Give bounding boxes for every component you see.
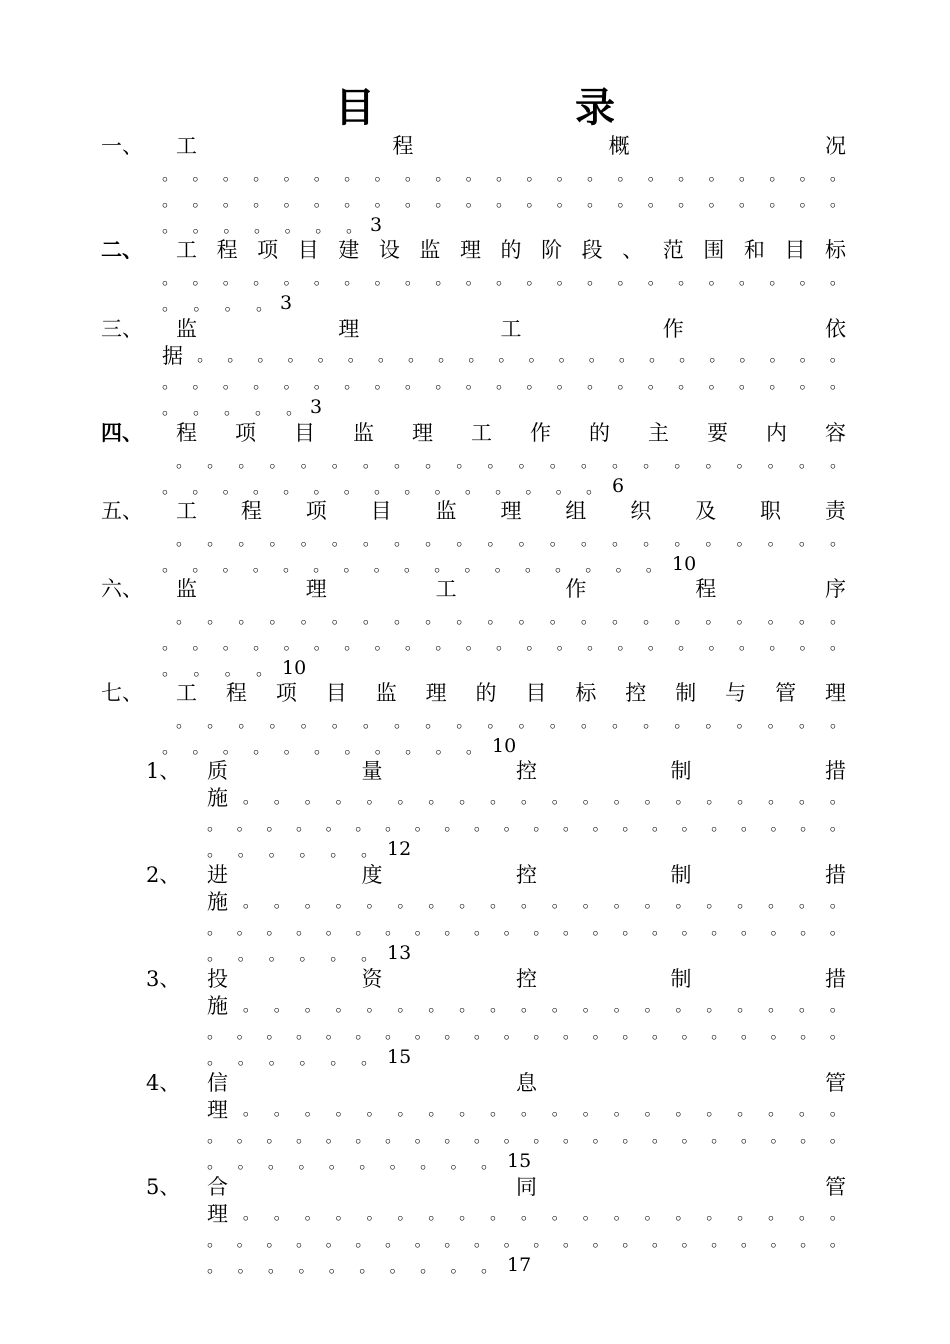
toc-leader-dots: 。 。 。 。 。 。 。 。 。 。 。 。 。 。 。 。 。 。 。 。 。 。 (176, 452, 846, 471)
toc-leader-dots: 。 。 。 。 (162, 295, 272, 314)
toc-leader-dots: 。 。 。 。 。 。 。 。 。 。 。 。 。 。 。 。 。 。 。 。 。 。 (207, 1023, 846, 1042)
toc-leader-dots: 。 。 。 。 。 (162, 399, 302, 418)
toc-page-number: 6 (612, 475, 625, 497)
toc-number: 三、 (101, 317, 143, 341)
toc-leader-dots: 。 。 。 。 (162, 660, 272, 679)
toc-leader-dots: 。 。 。 。 。 。 (207, 1049, 377, 1068)
toc-leader-dots: 。 。 。 。 。 。 。 。 。 。 。 。 。 。 。 。 。 。 。 。 。 。 (176, 530, 846, 549)
toc-page-number: 13 (387, 942, 412, 964)
toc-page-number: 10 (672, 553, 697, 575)
toc-number: 五、 (101, 499, 143, 523)
toc-leader-dots: 。 。 。 。 。 。 。 。 。 。 。 。 。 。 。 。 。 。 。 。 。 。 。 (162, 165, 846, 184)
toc-title-wrap: 据 。 。 。 。 。 。 。 。 。 。 。 。 。 。 。 。 。 。 。 。 。 。 (162, 344, 846, 368)
toc-title-wrap: 施 。 。 。 。 。 。 。 。 。 。 。 。 。 。 。 。 。 。 。 。 (207, 994, 846, 1018)
toc-page-number: 12 (387, 838, 412, 860)
toc-leader-dots: 。 。 。 。 。 。 。 。 。 。 。 。 。 。 。 。 。 。 。 。 。 。 (176, 608, 846, 627)
toc-title-chars: 程 项 目 监 理 工 作 的 主 要 内 容 (176, 421, 846, 445)
toc-title-chars: 质 量 控 制 措 (207, 759, 846, 783)
toc-page-number: 10 (282, 657, 307, 679)
toc-title-wrap: 施 。 。 。 。 。 。 。 。 。 。 。 。 。 。 。 。 。 。 。 。 (207, 786, 846, 810)
toc-leader-dots: 。 。 。 。 。 。 。 。 。 。 。 。 。 。 。 。 。 。 。 。 。 。 。 (162, 269, 846, 288)
toc-page-number: 3 (280, 292, 293, 314)
toc-title-chars: 投 资 控 制 措 (207, 967, 846, 991)
toc-title-chars: 监 理 工 作 依 (176, 317, 846, 341)
toc-page-number: 15 (507, 1150, 532, 1172)
toc-leader-dots: 。 。 。 。 。 。 。 。 。 。 (207, 1153, 497, 1172)
toc-title-chars: 进 度 控 制 措 (207, 863, 846, 887)
toc-leader-dots: 。 。 。 。 。 。 (207, 841, 377, 860)
toc-page-number: 3 (310, 396, 323, 418)
toc-title-chars: 合 同 管 (207, 1175, 846, 1199)
toc-number: 六、 (101, 577, 143, 601)
toc-leader-dots: 。 。 。 。 。 。 。 。 。 。 。 。 。 。 。 。 。 。 。 。 。 。 (176, 712, 846, 731)
toc-leader-dots: 。 。 。 。 。 。 。 。 。 。 。 。 。 。 。 。 。 。 。 。 。 。 (207, 1127, 846, 1146)
toc-title-chars: 工 程 项 目 建 设 监 理 的 阶 段 、 范 围 和 目 标 (176, 238, 846, 262)
toc-number: 2、 (146, 863, 181, 887)
toc-leader-dots: 。 。 。 。 。 。 。 。 。 。 。 。 。 。 。 。 。 。 。 。 。 。 。 (162, 191, 846, 210)
toc-page-number: 3 (370, 214, 383, 236)
toc-number: 二、 (101, 237, 143, 262)
toc-title-wrap: 理 。 。 。 。 。 。 。 。 。 。 。 。 。 。 。 。 。 。 。 。 (207, 1098, 846, 1122)
toc-number: 4、 (146, 1071, 181, 1095)
toc-leader-dots: 。 。 。 。 。 。 。 。 。 。 。 。 。 。 。 。 。 。 。 。 。 。 。 (162, 373, 846, 392)
toc-title-chars: 工 程 概 况 (176, 134, 846, 158)
toc-number: 1、 (146, 759, 181, 783)
toc-title-chars: 工 程 项 目 监 理 的 目 标 控 制 与 管 理 (176, 681, 846, 705)
toc-page-number: 15 (387, 1046, 412, 1068)
toc-leader-dots: 。 。 。 。 。 。 。 (162, 217, 362, 236)
toc-number: 七、 (101, 681, 143, 705)
toc-leader-dots: 。 。 。 。 。 。 。 。 。 。 。 。 。 。 。 。 。 。 。 。 。 。 (207, 1231, 846, 1250)
toc-leader-dots: 。 。 。 。 。 。 。 。 。 。 。 (162, 738, 482, 757)
toc-leader-dots: 。 。 。 。 。 。 。 。 。 。 。 。 。 。 。 。 。 。 。 。 。 。 (207, 919, 846, 938)
toc-number: 四、 (101, 420, 143, 445)
toc-page-number: 17 (507, 1254, 532, 1276)
page-title: 目 录 (335, 84, 695, 131)
toc-leader-dots: 。 。 。 。 。 。 。 。 。 。 。 。 。 。 。 。 。 。 。 。 。 。 。 (162, 634, 846, 653)
toc-number: 一、 (101, 134, 143, 158)
toc-leader-dots: 。 。 。 。 。 。 。 。 。 。 。 。 。 。 。 。 。 。 。 。 。 。 (207, 815, 846, 834)
toc-title-wrap: 理 。 。 。 。 。 。 。 。 。 。 。 。 。 。 。 。 。 。 。 。 (207, 1202, 846, 1226)
toc-title-chars: 工 程 项 目 监 理 组 织 及 职 责 (176, 499, 846, 523)
toc-leader-dots: 。 。 。 。 。 。 (207, 945, 377, 964)
toc-leader-dots: 。 。 。 。 。 。 。 。 。 。 。 。 。 。 。 。 。 (162, 556, 662, 575)
toc-leader-dots: 。 。 。 。 。 。 。 。 。 。 (207, 1257, 497, 1276)
toc-title-chars: 监 理 工 作 程 序 (176, 577, 846, 601)
toc-number: 5、 (146, 1175, 181, 1199)
toc-title-wrap: 施 。 。 。 。 。 。 。 。 。 。 。 。 。 。 。 。 。 。 。 。 (207, 890, 846, 914)
toc-page-number: 10 (492, 735, 517, 757)
toc-title-chars: 信 息 管 (207, 1071, 846, 1095)
toc-number: 3、 (146, 967, 181, 991)
toc-leader-dots: 。 。 。 。 。 。 。 。 。 。 。 。 。 。 。 (162, 478, 602, 497)
